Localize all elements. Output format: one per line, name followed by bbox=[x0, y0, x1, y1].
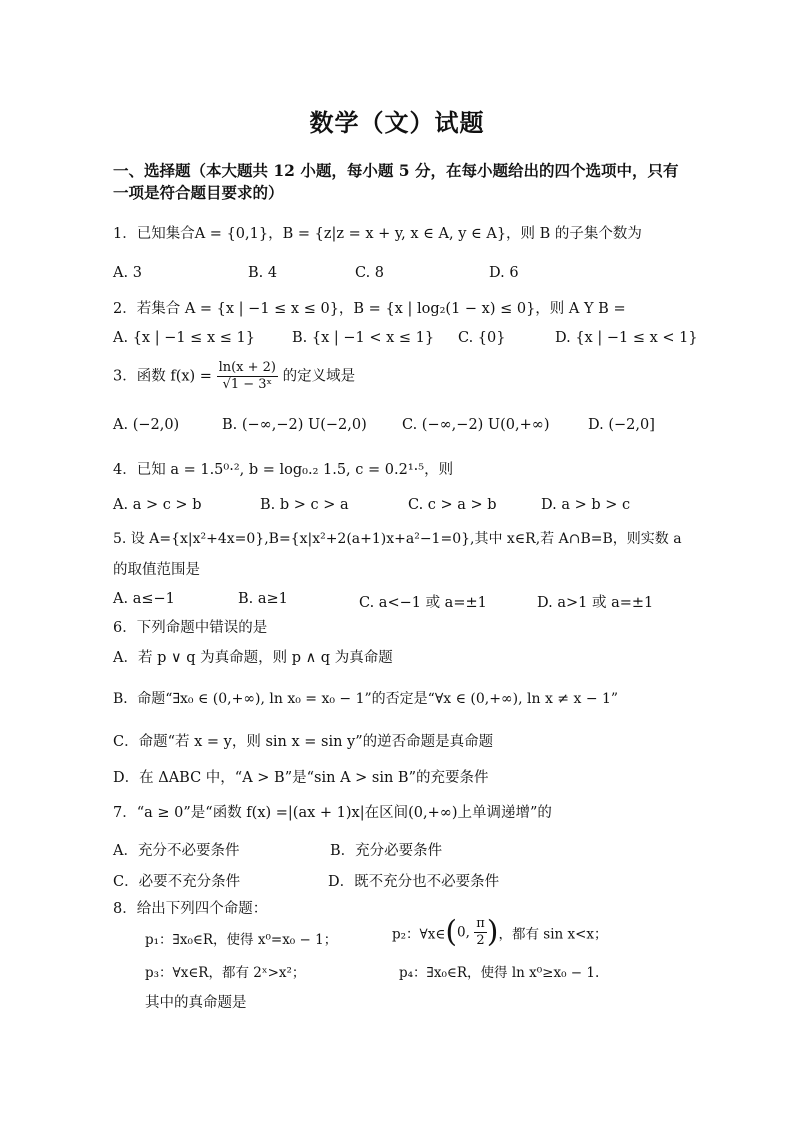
question-5-stem-line-2: 的取值范围是 bbox=[113, 562, 200, 578]
question-1-option-d: D. 6 bbox=[489, 265, 519, 281]
question-3-denominator: √1 − 3ˣ bbox=[222, 377, 273, 392]
page-title: 数学（文）试题 bbox=[309, 108, 485, 137]
question-7-option-b: B．充分必要条件 bbox=[330, 843, 443, 859]
question-2-option-a: A. {x | −1 ≤ x ≤ 1} bbox=[113, 330, 255, 346]
question-1-option-b: B. 4 bbox=[248, 265, 278, 281]
question-6-option-d: D．在 ΔABC 中，“A > B”是“sin A > sin B”的充要条件 bbox=[113, 770, 489, 786]
proposition-p4: p₄：∃x₀∈R，使得 ln x⁰≥x₀ − 1. bbox=[399, 965, 600, 981]
question-7-option-c: C．必要不充分条件 bbox=[113, 874, 241, 890]
question-6-option-b: B．命题“∃x₀ ∈ (0,+∞), ln x₀ = x₀ − 1”的否定是“∀x ∈ (0,+∞), ln x ≠ x − 1” bbox=[113, 691, 619, 707]
question-1-stem: 1．已知集合A = {0,1}，B = {z|z = x + y, x ∈ A, y ∈ A}，则 B 的子集个数为 bbox=[113, 226, 642, 242]
question-4-option-a: A. a > c > b bbox=[113, 497, 202, 513]
question-1-option-c: C. 8 bbox=[355, 265, 385, 281]
question-3-fraction bbox=[217, 360, 278, 393]
question-5-option-d: D. a>1 或 a=±1 bbox=[537, 595, 654, 611]
proposition-p2-prefix: p₂：∀x∈ bbox=[392, 926, 446, 943]
question-8-stem: 8．给出下列四个命题： bbox=[113, 901, 268, 917]
proposition-p2-suffix: ，都有 sin x<x； bbox=[498, 926, 608, 943]
proposition-p1: p₁：∃x₀∈R，使得 x⁰=x₀ − 1； bbox=[145, 932, 338, 948]
proposition-p2-zero: 0, bbox=[457, 924, 470, 941]
question-4-option-b: B. b > c > a bbox=[260, 497, 349, 513]
question-3-prefix: 3．函数 f(x) = bbox=[113, 368, 212, 385]
question-5-option-a: A. a≤−1 bbox=[113, 591, 175, 607]
question-3-numerator: ln(x + 2) bbox=[218, 360, 276, 375]
question-4-option-d: D. a > b > c bbox=[541, 497, 631, 513]
section-heading-line-1: 一、选择题（本大题共 12 小题，每小题 5 分，在每小题给出的四个选项中，只有 bbox=[113, 161, 679, 180]
proposition-p2-denominator: 2 bbox=[476, 933, 485, 948]
proposition-p2-numerator: π bbox=[476, 916, 485, 931]
proposition-p3: p₃：∀x∈R，都有 2ˣ>x²； bbox=[145, 965, 306, 981]
question-7-option-a: A．充分不必要条件 bbox=[113, 843, 240, 859]
proposition-p2 bbox=[392, 916, 608, 949]
question-3-option-d: D. (−2,0] bbox=[588, 417, 655, 433]
question-6-option-a: A．若 p ∨ q 为真命题，则 p ∧ q 为真命题 bbox=[113, 650, 393, 666]
question-2-option-d: D. {x | −1 ≤ x < 1} bbox=[555, 330, 698, 346]
question-3-suffix: 的定义域是 bbox=[282, 368, 356, 385]
question-3-stem bbox=[113, 360, 355, 393]
close-paren-icon: ) bbox=[486, 914, 499, 950]
question-4-stem: 4．已知 a = 1.5⁰·², b = log₀.₂ 1.5, c = 0.2¹·⁵，则 bbox=[113, 462, 454, 478]
question-8-ending: 其中的真命题是 bbox=[145, 995, 247, 1011]
question-3-option-c: C. (−∞,−2) U(0,+∞) bbox=[402, 417, 550, 433]
question-5-option-b: B. a≥1 bbox=[238, 591, 288, 607]
question-2-stem: 2．若集合 A = {x | −1 ≤ x ≤ 0}，B = {x | log₂(1 − x) ≤ 0}，则 A Y B = bbox=[113, 301, 626, 317]
question-5-stem-line-1: 5. 设 A={x|x²+4x=0},B={x|x²+2(a+1)x+a²−1=0},其中 x∈R,若 A∩B=B，则实数 a bbox=[113, 531, 682, 547]
section-heading-line-2: 一项是符合题目要求的） bbox=[113, 183, 284, 202]
question-1-option-a: A. 3 bbox=[113, 265, 142, 281]
question-7-stem: 7．“a ≥ 0”是“函数 f(x) =|(ax + 1)x|在区间(0,+∞)上单调递增”的 bbox=[113, 805, 552, 821]
question-3-option-a: A. (−2,0) bbox=[113, 417, 180, 433]
open-paren-icon: ( bbox=[445, 914, 458, 950]
proposition-p2-fraction bbox=[474, 916, 487, 949]
question-3-option-b: B. (−∞,−2) U(−2,0) bbox=[222, 417, 367, 433]
question-5-option-c: C. a<−1 或 a=±1 bbox=[359, 595, 487, 611]
question-4-option-c: C. c > a > b bbox=[408, 497, 497, 513]
question-2-option-c: C. {0} bbox=[458, 330, 506, 346]
question-6-option-c: C．命题“若 x = y，则 sin x = sin y”的逆否命题是真命题 bbox=[113, 734, 494, 750]
question-6-stem: 6．下列命题中错误的是 bbox=[113, 620, 268, 636]
question-7-option-d: D．既不充分也不必要条件 bbox=[328, 874, 500, 890]
question-2-option-b: B. {x | −1 < x ≤ 1} bbox=[292, 330, 435, 346]
